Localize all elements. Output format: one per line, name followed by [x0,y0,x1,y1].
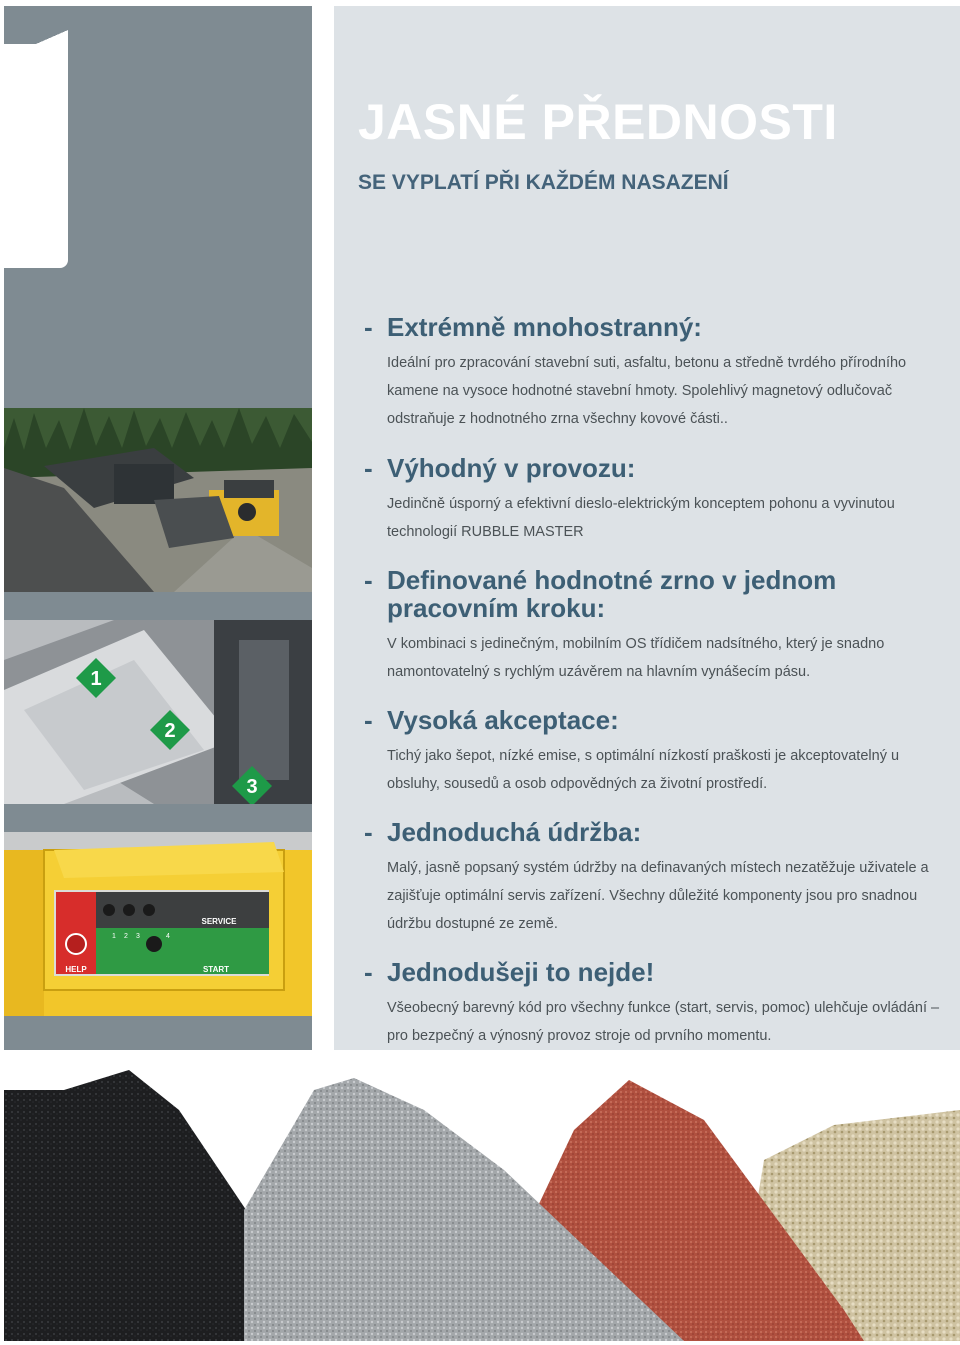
material-piles-photo [4,1050,960,1341]
help-label: HELP [65,965,87,974]
feature-acceptance [364,706,944,798]
feature-dash: - [364,565,373,595]
quarry-crusher-photo [4,408,312,592]
feature-heading-text: Výhodný v provozu: [387,453,636,483]
feature-heading-text: Vysoká akceptace: [387,705,619,735]
feature-heading-text: Extrémně mnohostranný: [387,312,702,342]
page-title: JASNÉ PŘEDNOSTI [358,94,838,150]
feature-versatile [364,313,944,433]
screening-unit-photo [4,620,312,804]
feature-simplicity [364,958,944,1050]
feature-heading [364,706,944,734]
feature-dash: - [364,957,373,987]
feature-dash: - [364,705,373,735]
feature-economical [364,454,944,546]
feature-dash: - [364,312,373,342]
feature-body: Všeobecný barevný kód pro všechny funkce (start, servis, pomoc) ulehčuje ovládání – pro bezpečný a výnosný provoz stroje od prvního momentu. [387,1000,940,1044]
feature-heading [364,818,944,846]
feature-body: Tichý jako šepot, nízké emise, s optimální nízkostí praškosti je akceptovatelný u obsluhy, sousedů a osob odpovědných za životní prostředí. [387,748,900,792]
feature-body: Malý, jasně popsaný systém údržby na definavaných místech nezatěžuje uživatele a zajišťuje optimální servis zařízení. Všechny důležité komponenty jsou pro snadnou údržbu dostupné ze země. [387,860,929,932]
feature-dash: - [364,817,373,847]
feature-defined-grain [364,566,944,686]
service-label: SERVICE [201,917,237,926]
feature-heading-text: Definované hodnotné zrno v jednom pracovním kroku: [387,565,837,623]
step-2-label: 2 [164,720,176,742]
feature-heading-text: Jednoduchá údržba: [387,817,642,847]
feature-heading [364,454,944,482]
step-3-label: 3 [246,776,258,798]
feature-maintenance [364,818,944,938]
feature-body: V kombinaci s jedinečným, mobilním OS třídičem nadsítného, který je snadno namontovatelný s rychlým uzávěrem na hlavním vynášecím pásu. [387,636,885,680]
step-dial-3: 3 [136,933,140,940]
feature-heading [364,566,944,622]
step-1-label: 1 [90,668,102,690]
feature-body: Ideální pro zpracování stavební suti, asfaltu, betonu a středně tvrdého přírodního kamene na vysoce hodnotné stavební hmoty. Spolehlivý magnetový odlučovač odstraňuje z hodnotného zrna všechny kovové části.. [387,355,907,427]
feature-dash: - [364,453,373,483]
feature-heading [364,313,944,341]
feature-body: Jedinčně úsporný a efektivní dieslo-elektrickým konceptem pohonu a vyvinutou technologií RUBBLE MASTER [387,496,895,540]
step-dial-2: 2 [124,933,128,940]
left-white-tab [4,44,68,268]
step-dial-4: 4 [166,933,170,940]
control-panel-photo [4,832,312,1016]
feature-heading [364,958,944,986]
step-dial-1: 1 [112,933,116,940]
feature-heading-text: Jednodušeji to nejde! [387,957,655,987]
page-subtitle: SE VYPLATÍ PŘI KAŽDÉM NASAZENÍ [358,171,729,194]
start-label: START [202,965,230,974]
